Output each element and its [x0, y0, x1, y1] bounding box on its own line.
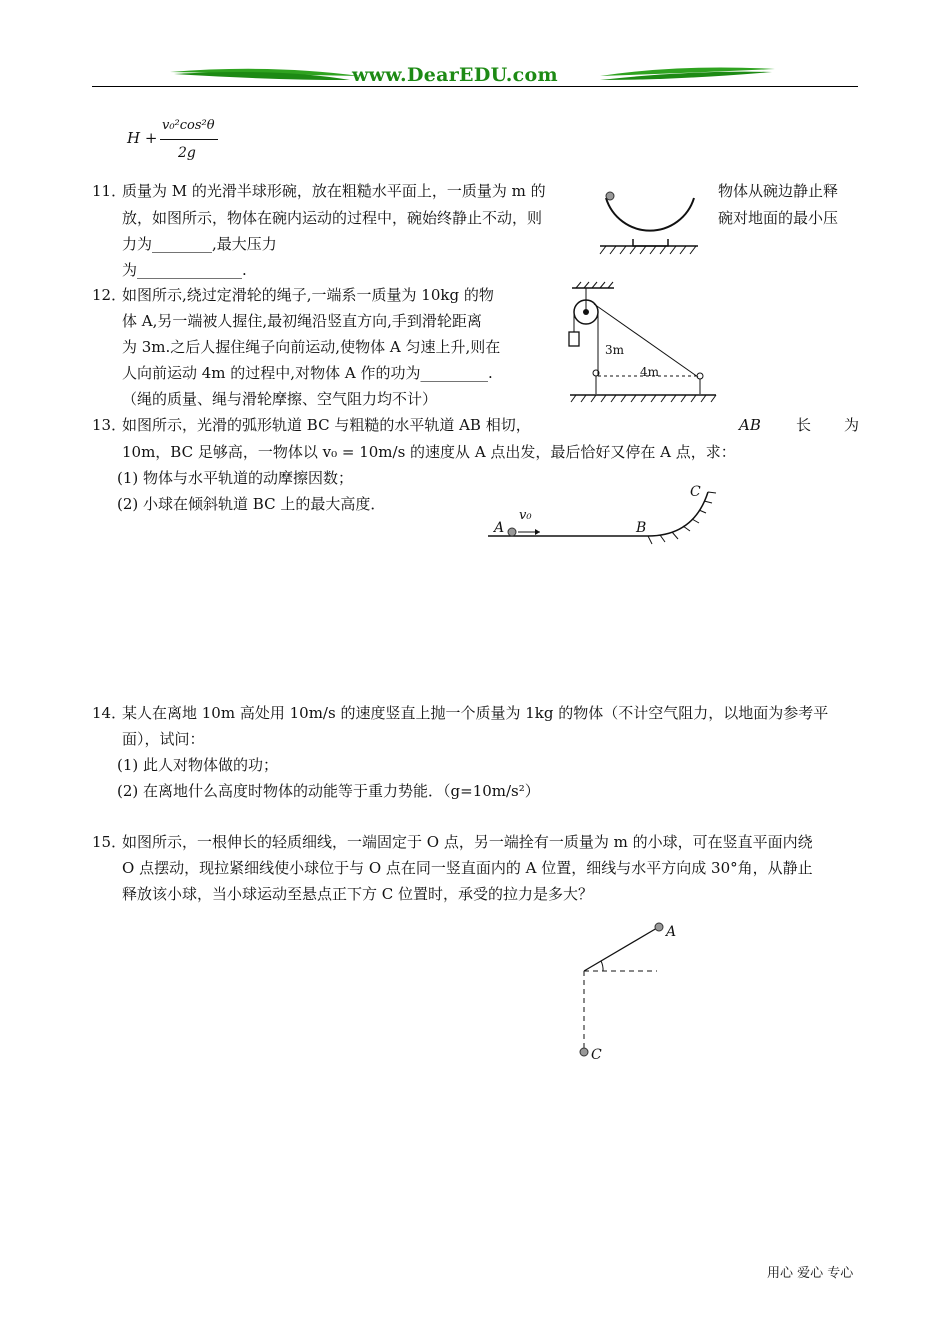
formula-denominator: 2g: [178, 145, 196, 161]
q15-line2: O 点摆动，现拉紧细线使小球位于与 O 点在同一竖直面内的 A 位置，细线与水平方向成 30°角，从静止: [122, 859, 813, 877]
header-rule: [92, 86, 858, 87]
q12-line5: （绳的质量、绳与滑轮摩擦、空气阻力均不计）: [122, 390, 438, 408]
q12-line2: 体 A,另一端被人握住,最初绳沿竖直方向,手到滑轮距离: [122, 312, 482, 330]
q11-number: 11．: [92, 182, 127, 200]
q11-line3: 力为________,最大压力: [122, 235, 277, 253]
q13-line1-wei: 为: [844, 416, 860, 434]
site-logo-text: www.DearEDU.com: [352, 64, 558, 86]
q13-line1-len: 长: [796, 416, 812, 434]
q13-line1: 如图所示，光滑的弧形轨道 BC 与粗糙的水平轨道 AB 相切，: [122, 416, 531, 434]
q14-sub1: (1) 此人对物体做的功；: [117, 756, 279, 774]
q15-line3: 释放该小球，当小球运动至悬点正下方 C 位置时，承受的拉力是多大？: [122, 885, 594, 903]
q12-line4: 人向前运动 4m 的过程中,对物体 A 作的功为_________.: [122, 364, 493, 382]
q15-line1: 如图所示，一根伸长的轻质细线，一端固定于 O 点，另一端拴有一质量为 m 的小球，可在竖直平面内绕: [122, 833, 813, 851]
q15-fig-label-A: A: [666, 924, 677, 940]
q14-line2: 面），试问：: [122, 730, 205, 748]
q13-line2: 10m，BC 足够高，一物体以 v₀ = 10m/s 的速度从 A 点出发，最后恰好又停在 A 点，求：: [122, 443, 736, 461]
q12-fig-label-4m: 4m: [640, 365, 660, 379]
q13-sub2: (2) 小球在倾斜轨道 BC 上的最大高度．: [117, 495, 386, 513]
q15-fig-label-C: C: [591, 1047, 602, 1063]
q11-line1-right: 物体从碗边静止释: [718, 182, 839, 200]
q11-bowl-figure: [598, 184, 702, 260]
q12-pulley-figure: [568, 280, 718, 410]
q12-fig-label-3m: 3m: [605, 343, 625, 357]
q14-sub2: (2) 在离地什么高度时物体的动能等于重力势能．（g=10m/s²）: [117, 782, 540, 800]
q13-fig-label-A: A: [494, 520, 505, 536]
q13-sub1: (1) 物体与水平轨道的动摩擦因数；: [117, 469, 354, 487]
q12-number: 12．: [92, 286, 127, 304]
q13-fig-label-B: B: [636, 520, 647, 536]
q12-line3: 为 3m.之后人握住绳子向前运动,使物体 A 匀速上升,则在: [122, 338, 501, 356]
q14-number: 14．: [92, 704, 127, 722]
q11-line4: 为______________.: [122, 261, 247, 279]
q13-fig-label-C: C: [690, 484, 701, 500]
q11-line2: 放，如图所示，物体在碗内运动的过程中，碗始终静止不动，则: [122, 209, 543, 227]
q13-number: 13．: [92, 416, 127, 434]
page-footer: 用心 爱心 专心: [767, 1266, 854, 1281]
q11-line2-right: 碗对地面的最小压: [718, 209, 839, 227]
q11-line1: 质量为 M 的光滑半球形碗，放在粗糙水平面上，一质量为 m 的: [122, 182, 546, 200]
q13-line1-ab: AB: [739, 416, 761, 434]
q14-line1: 某人在离地 10m 高处用 10m/s 的速度竖直上抛一个质量为 1kg 的物体（不计空气阻力，以地面为参考平: [122, 704, 829, 722]
formula-fraction-bar: [160, 139, 218, 140]
q15-number: 15．: [92, 833, 127, 851]
formula-lead: H +: [127, 129, 158, 147]
q12-line1: 如图所示,绕过定滑轮的绳子,一端系一质量为 10kg 的物: [122, 286, 494, 304]
q13-fig-label-v0: v₀: [519, 508, 532, 523]
formula-numerator: v₀²cos²θ: [162, 118, 215, 133]
